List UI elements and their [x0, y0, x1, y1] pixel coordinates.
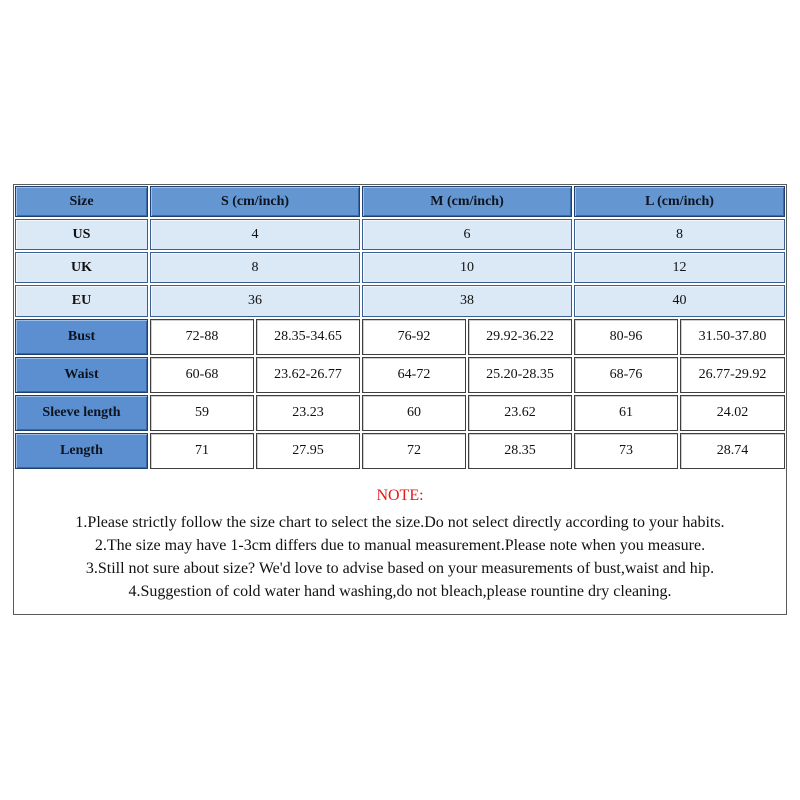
sleeve-l-inch: 24.02 [680, 395, 785, 431]
waist-s-inch: 23.62-26.77 [256, 357, 360, 393]
sleeve-s-inch: 23.23 [256, 395, 360, 431]
bust-s-cm: 72-88 [150, 319, 254, 355]
note-line-4: 4.Suggestion of cold water hand washing,do not bleach,please rountine dry cleaning. [128, 583, 672, 600]
waist-m-cm: 64-72 [362, 357, 466, 393]
uk-s: 8 [150, 252, 360, 283]
header-s: S (cm/inch) [150, 186, 360, 217]
bust-m-cm: 76-92 [362, 319, 466, 355]
note-title: NOTE: [376, 487, 424, 504]
length-s-inch: 27.95 [256, 433, 360, 469]
uk-m: 10 [362, 252, 572, 283]
bust-s-inch: 28.35-34.65 [256, 319, 360, 355]
waist-s-cm: 60-68 [150, 357, 254, 393]
size-chart [13, 184, 787, 615]
uk-l: 12 [574, 252, 785, 283]
row-label-uk: UK [15, 252, 148, 283]
notes-section [14, 467, 786, 603]
waist-m-inch: 25.20-28.35 [468, 357, 572, 393]
bust-l-cm: 80-96 [574, 319, 678, 355]
size-table [14, 185, 786, 470]
header-m: M (cm/inch) [362, 186, 572, 217]
header-size: Size [15, 186, 148, 217]
length-m-inch: 28.35 [468, 433, 572, 469]
sleeve-l-cm: 61 [574, 395, 678, 431]
note-line-3: 3.Still not sure about size? We'd love to advise based on your measurements of bust,waist and hip. [85, 560, 715, 577]
length-l-cm: 73 [574, 433, 678, 469]
us-m: 6 [362, 219, 572, 250]
note-line-2: 2.The size may have 1-3cm differs due to manual measurement.Please note when you measure. [94, 537, 706, 554]
bust-m-inch: 29.92-36.22 [468, 319, 572, 355]
length-m-cm: 72 [362, 433, 466, 469]
us-s: 4 [150, 219, 360, 250]
row-label-length: Length [15, 433, 148, 469]
eu-m: 38 [362, 285, 572, 317]
row-label-sleeve-length: Sleeve length [15, 395, 148, 431]
length-s-cm: 71 [150, 433, 254, 469]
row-label-us: US [15, 219, 148, 250]
row-label-eu: EU [15, 285, 148, 317]
waist-l-cm: 68-76 [574, 357, 678, 393]
header-l: L (cm/inch) [574, 186, 785, 217]
length-l-inch: 28.74 [680, 433, 785, 469]
sleeve-m-inch: 23.62 [468, 395, 572, 431]
sleeve-s-cm: 59 [150, 395, 254, 431]
eu-l: 40 [574, 285, 785, 317]
row-label-waist: Waist [15, 357, 148, 393]
note-line-1: 1.Please strictly follow the size chart to select the size.Do not select directly according to your habits. [75, 514, 725, 531]
waist-l-inch: 26.77-29.92 [680, 357, 785, 393]
us-l: 8 [574, 219, 785, 250]
sleeve-m-cm: 60 [362, 395, 466, 431]
bust-l-inch: 31.50-37.80 [680, 319, 785, 355]
row-label-bust: Bust [15, 319, 148, 355]
eu-s: 36 [150, 285, 360, 317]
